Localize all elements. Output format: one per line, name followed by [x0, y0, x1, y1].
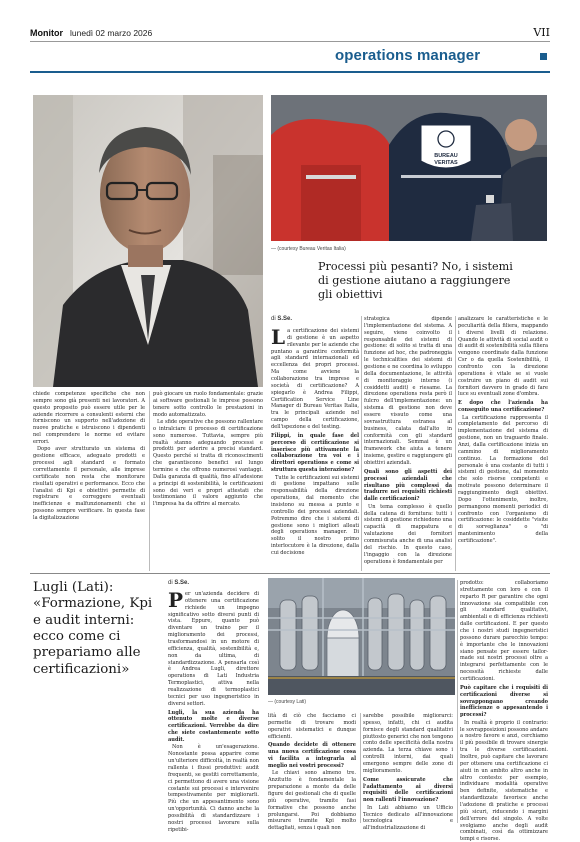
column-divider — [455, 316, 456, 571]
article1-answer-1b: strategica dipende l'implementazione del sistema. A seguire, viene coinvolto il responsabile dei sistemi di gestione: di solito si tratta di una funzione ad hoc, che padroneggia le technicalities dei sistemi di gestione e ne coordina lo sviluppo della documentazione, le attività di monitoraggio interno (i cosiddetti audit) e riesame. La direzione operations resta però il fulcro dell'implementazione: un sistema di gestione non deve essere vissuto come una sovrastruttura estranea al business, calata dall'alto in conformità con gli standard internazionali. Semmai è un framework che aiuta a tenere insieme, gestire e raggiungere gli obiettivi aziendali. — [364, 316, 452, 467]
article2-answer-2b: sarebbe possibile migliorarci: spesso, infatti, chi ci audita fornisce degli standard qualitativi piuttosto generici che non tengono conto delle specificità della nostra azienda. La terza chiave sono i controlli interni, dai quali emergono sempre delle zone di miglioramento. — [363, 713, 453, 774]
article1-headline: Processi più pesanti? No, i sistemi di gestione aiutano a raggiungere gli obiettivi — [318, 260, 513, 301]
article2-answer-2a: Le chiavi sono almeno tre. Anzitutto è fondamentale la preparazione a monte da delle figure dei gestionali che di quelle più operative, tramite fasi formative che possono anche prolungarsi. Poi dobbiamo misurare tramite Kpi molto dettagliati, senza i quali non — [268, 770, 356, 832]
inspectors-image — [271, 95, 547, 241]
article2-answer-4: In realtà è proprio il contrario: le sovrapposizioni possono andare a nostro favore e anzi, cerchiamo il più possibile di trovare sinergie tra le diverse certificazioni. Inoltre, può capitare che lavorare per ottenere una certificazione ci aiuti in un ambito altro anche in altro contesto: per esempio, individuare modalità operative ben definite, sistematiche e standardizzate favorisce anche l'adozione di pratiche e processi più sicuri, riducendo i margini dell'errore del singolo. A volte svolgiamo anche degli audit combinati, così da ottimizzare tempi e risorse. — [460, 719, 548, 842]
masthead: Monitor — [30, 28, 63, 38]
photo-operations-manager — [33, 95, 263, 387]
section-marker-icon — [540, 53, 547, 60]
article1-intro — [271, 325, 359, 431]
article2-answer-1a: Non è un'esagerazione. Nonostante possa apparire come un'ulteriore difficoltà, in realtà non rallenta i flussi produttivi: audit frequenti, se gestiti correttamente, ci permettono di avere una visione costante sui processi e intervenire tempestivamente per migliorarli. Più che un appesantimento sono un'opportunità. Ci danno anche la possibilità di standardizzare i nostri processi lavorare sulla ripetibi- — [168, 744, 259, 833]
article2-question-2: Quando decidete di ottenere una nuova certificazione cosa vi facilita a integrarla al meglio nei vostri processi? — [268, 742, 356, 770]
article2-question-3: Come assicurate che l'adattamento ai diversi requisiti delle certificazioni non rallenti l'innovazione? — [363, 776, 453, 804]
person-with-glasses-image — [33, 95, 263, 387]
logo-word-1: BUREAU — [434, 153, 458, 159]
article1-column-1 — [33, 391, 145, 522]
article1-column-5 — [458, 316, 548, 545]
page-header — [30, 26, 550, 42]
article2-question-1: Lugli, la sua azienda ha ottenuto molte e diverse certificazioni. Verrebbe da dire che siete costantemente sotto audit. — [168, 709, 259, 744]
drop-cap: P — [168, 588, 184, 612]
industrial-plant-image — [268, 578, 455, 695]
byline-author: S.Se. — [174, 580, 190, 586]
column-divider — [361, 316, 362, 571]
article2-byline — [168, 580, 189, 586]
bureau-veritas-logo-icon — [421, 125, 471, 168]
article1-col1-paragraph-1: chiede competenze specifiche che non sempre sono già presenti nei lavoratori. A questo proposito può essere utile per le aziende ricorrere a consulenti esterni che forniscono un supporto nell'adozione di nuove pratiche e istruiscono i dipendenti nel comprendere le norme ed evitare errori. — [33, 391, 145, 446]
article2-column-4 — [460, 580, 548, 842]
article1-question-2: Quali sono gli aspetti dei processi aziendali che risultano più complessi da tradurre nei requisiti richiesti dalle certificazioni? — [364, 468, 452, 503]
article2-answer-3b: prodotto: collaboriamo strettamente con loro e con il reparto R per garantire che ogni innovazione sia compatibile con gli standard qualitativi, ambientali e di efficienza richiesti dalle certificazioni. E per questo che i nostri studi ingegneristici possono durare parecchio tempo: è importante che le innovazioni siano pensate per essere tailor-made sui nostri processi oltre a integrarsi perfettamente con le necessità richieste dalle certificazioni. — [460, 580, 548, 683]
article2-column-1 — [168, 588, 259, 834]
article2-answer-1b: lità di ciò che facciamo ci permette di trovare modi operativi sistematici e dunque efficienti. — [268, 713, 356, 740]
article1-column-2 — [153, 391, 263, 509]
article2-answer-3a: In Lati abbiamo un Ufficio Tecnico dedicato all'innovazione tecnologica e all'industrializzazione di — [363, 804, 453, 832]
section-title: operations manager — [335, 47, 481, 64]
byline-prefix: di — [271, 316, 276, 322]
article-separator — [30, 573, 550, 574]
article1-question-1: Filippi, in quale fase del percorso di certificazione si inserisce più attivamente la collaborazione tra voi e i direttori operations e come si struttura questa interazione? — [271, 432, 359, 474]
article1-answer-3: La certificazione rappresenta il completamento del percorso di implementazione del sistema di gestione, non un traguardo finale. Anzi, dalla certificazione inizia un cammino di miglioramento continuo. La formazione del personale è una costante di tutti i sistemi di gestione, dal momento che solo risorse competenti e motivate possono determinare il raggiungimento degli obiettivi. Dopo l'ottenimento, inoltre, permangono momenti periodici di confronto con l'organismo di certificazione: le cosiddette "visite di sorveglianza" o "di mantenimento della certificazione". — [458, 414, 548, 544]
article1-intro-text: a certificazione dei sistemi di gestione è un aspetto rilevante per le aziende che puntano a garantire conformità agli standard internazionali ed eccellenza dei propri processi. Ma come avviene la collaborazione tra imprese e società di certificazione? A spiegarlo è Andrea Filippi, Certification Service Line Manager di Bureau Veritas Italia, tra le principali aziende nel campo della certificazione, dell'ispezione e del testing. — [271, 328, 359, 431]
article1-col1-paragraph-2: Dopo aver strutturato un sistema di gestione efficace, adeguato prodotti e processi agli standard e formato correttamente il personale, alle imprese certificate non resta che monitorare risultati operativi e performance. Ecco che l'analisi di Kpi e obiettivi permette di registrare e correggere eventuali inefficienze e malfunzionamenti che si possono sempre verificare. In questa fase la digitalizzazione — [33, 446, 145, 521]
byline-author: S.Se. — [277, 316, 293, 322]
article1-answer-2a: Un tema complesso è quello della catena di fornitura: tutti i sistemi di gestione richiedono una capacità di mappatura e valutazione dei fornitori commisurata anche di una analisi del rischio. In questo caso, l'ingaggio con la direzione operations è fondamentale per — [364, 503, 452, 565]
photo-caption-lati: — (courtesy Lati) — [268, 699, 307, 705]
photo-lati-plant — [268, 578, 455, 695]
page-number: VII — [533, 26, 550, 39]
logo-word-2: VERITAS — [434, 160, 458, 166]
photo-caption-bureau-veritas: — (courtesy Bureau Veritas Italia) — [271, 246, 346, 252]
article2-intro-text: er un'azienda decidere di ottenere una certificazione richiede un impegno significativo sotto diversi punti di vista. Eppure, quanto può diventare un traino per il miglioramento dei processi, trasformandosi in un motore di efficienza, qualità, sostenibilità e, non da ultima, di standardizzazione. A pensarla così è Andrea Lugli, direttore operations di Lati Industria Termoplastici, attiva nella realizzazione di termoplastici tecnici per uso ingegneristico in diversi settori. — [168, 591, 259, 707]
article2-question-4: Può capitare che i requisiti di certificazioni diverse si sovrappongano creando inefficienze o appesantendo i processi? — [460, 684, 548, 719]
article1-question-3: E dopo che l'azienda ha conseguito una certificazione? — [458, 400, 548, 414]
article2-column-2 — [268, 713, 356, 833]
drop-cap: L — [271, 325, 286, 349]
column-divider — [360, 713, 361, 823]
byline-prefix: di — [168, 580, 173, 586]
header-rule — [30, 41, 550, 42]
article1-column-4 — [364, 316, 452, 566]
article1-column-3 — [271, 325, 359, 557]
issue-date: lunedì 02 marzo 2026 — [70, 28, 153, 38]
article1-col2-paragraph-1: può giocare un ruolo fondamentale: grazie ai software gestionali le imprese possono tenere sotto controllo le prestazioni in modo automatizzato. — [153, 391, 263, 418]
article2-headline: Lugli (Lati): «Formazione, Kpi e audit interni: ecco come ci prepariamo alle certificazioni» — [33, 580, 153, 677]
column-divider — [457, 580, 458, 823]
column-divider — [149, 391, 150, 571]
article1-col2-paragraph-2: Le sfide operative che possono rallentare o intralciare il processo di certificazione sono numerose. Tuttavia, sempre più realtà stanno adeguando processi e prodotti per aderire a precisi standard. Questo perché si tratta di riconoscimenti che garantiscono benefici sul lungo termine e che offrono numerosi vantaggi. Dalla garanzia di qualità, fino all'adesione a principi di sostenibilità, le certificazioni sono dei veri e propri attestati che testimoniano il valore aggiunto che l'impresa ha da offrire al mercato. — [153, 418, 263, 508]
article1-byline — [271, 316, 292, 322]
article2-intro — [168, 588, 259, 708]
section-rule — [30, 71, 550, 73]
article1-answer-2b: analizzare le caratteristiche e le peculiarità della filiera, mappando i diversi livelli di relazione. Quando le attività di social audit o di audit di sostenibilità sulla filiera vengono coordinate dalla funzione Csr o da quella Sostenibilità, il confronto con la direzione operations è vitale se si vuole costruire un piano di audit sui fornitori davvero in grado di fare luce su eventuali zone d'ombra. — [458, 316, 548, 398]
photo-bureau-veritas — [271, 95, 547, 241]
article1-answer-1a: Tutte le certificazioni sui sistemi di gestione impattano sulle responsabilità della direzione operations, dal momento che insistono su messa a punto e controllo dei processi aziendali. Potremmo dire che i sistemi di gestione sono i migliori alleati degli operations manager. Di solito il nostro primo interlocutore è la direzione, dalla cui decisione — [271, 474, 359, 556]
article2-column-3 — [363, 713, 453, 833]
